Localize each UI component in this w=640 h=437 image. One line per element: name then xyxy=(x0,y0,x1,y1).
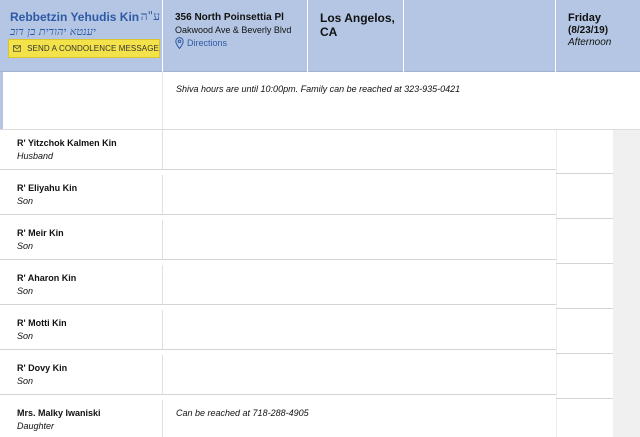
address-cross-street: Oakwood Ave & Beverly Blvd xyxy=(175,25,292,35)
shiva-hours-note: Shiva hours are until 10:00pm. Family can be reached at 323-935-0421 xyxy=(176,84,461,94)
directions-label: Directions xyxy=(187,38,228,48)
city-cell xyxy=(308,0,404,72)
row-divider xyxy=(556,353,613,354)
mourner-info-cell xyxy=(163,175,556,215)
mourner-info-cell xyxy=(163,310,556,350)
header-empty-cell xyxy=(404,0,556,72)
mourner-name: R' Motti Kin xyxy=(17,318,67,328)
mourner-name: Mrs. Malky Iwaniski xyxy=(17,408,101,418)
mourner-name: R' Dovy Kin xyxy=(17,363,68,373)
row-divider xyxy=(556,218,613,219)
send-condolence-button[interactable] xyxy=(8,39,160,58)
mourner-relation: Son xyxy=(17,331,34,341)
mourner-row xyxy=(0,355,163,395)
mourner-relation: Son xyxy=(17,286,34,296)
mourner-row xyxy=(0,220,163,260)
mourner-row xyxy=(0,265,163,305)
mourner-info-cell xyxy=(163,130,556,170)
far-right-gutter xyxy=(613,130,640,437)
mourner-name: R' Aharon Kin xyxy=(17,273,77,283)
mourner-name: R' Meir Kin xyxy=(17,228,64,238)
mourner-relation: Daughter xyxy=(17,421,55,431)
deceased-hebrew-name: יענטא יהודית בן דוב xyxy=(10,25,96,38)
schedule-time: Afternoon xyxy=(568,37,612,48)
mourner-info-cell xyxy=(163,355,556,395)
shiva-row-left xyxy=(0,72,163,130)
mourner-row xyxy=(0,400,163,437)
address-street: 356 North Poinsettia Pl xyxy=(175,12,284,23)
row-divider xyxy=(556,173,613,174)
map-pin-icon xyxy=(175,37,184,49)
mourner-row xyxy=(0,175,163,215)
address-cell xyxy=(163,0,308,72)
schedule-day: Friday xyxy=(568,12,602,24)
mourner-info-cell xyxy=(163,400,556,437)
schedule-date: (8/23/19) xyxy=(568,25,609,36)
mourner-info-cell xyxy=(163,265,556,305)
mourner-name: R' Eliyahu Kin xyxy=(17,183,78,193)
right-empty-column xyxy=(556,130,613,437)
mail-icon xyxy=(13,44,21,53)
mourner-note: Can be reached at 718-288-4905 xyxy=(176,408,309,418)
mourner-row xyxy=(0,130,163,170)
row-divider xyxy=(556,398,613,399)
mourner-relation: Husband xyxy=(17,151,54,161)
mourner-relation: Son xyxy=(17,196,34,206)
deceased-name: Rebbetzin Yehudis Kin xyxy=(10,10,140,24)
send-condolence-label: SEND A CONDOLENCE MESSAGE xyxy=(27,44,159,53)
mourner-info-cell xyxy=(163,220,556,260)
schedule-cell xyxy=(556,0,640,72)
mourner-row xyxy=(0,310,163,350)
deceased-hebrew-suffix: ע"ה xyxy=(140,9,160,23)
row-divider xyxy=(556,308,613,309)
deceased-cell xyxy=(0,0,163,72)
row-divider xyxy=(556,263,613,264)
listing-header xyxy=(0,0,640,72)
directions-link[interactable] xyxy=(175,37,227,49)
mourner-relation: Son xyxy=(17,376,34,386)
deceased-title-row xyxy=(10,10,160,24)
city-name: Los Angelos, CA xyxy=(320,11,395,39)
mourner-name: R' Yitzchok Kalmen Kin xyxy=(17,138,117,148)
mourner-relation: Son xyxy=(17,241,34,251)
